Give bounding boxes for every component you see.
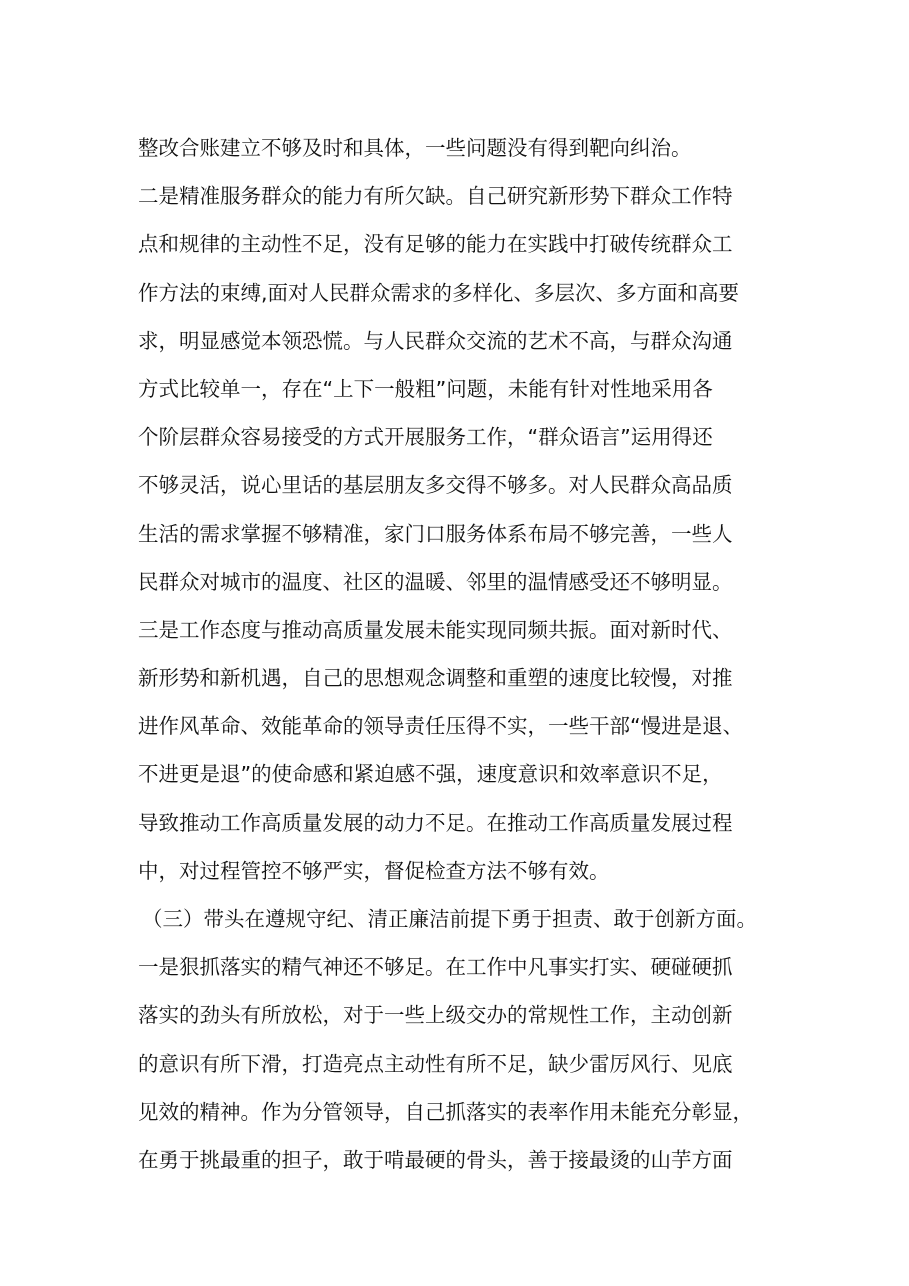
text-line: 新形势和新机遇，自己的思想观念调整和重塑的速度比较慢，对推 — [138, 666, 733, 691]
text-line: 不够灵活，说心里话的基层朋友多交得不够多。对人民群众高品质 — [138, 473, 733, 498]
text-line: 导致推动工作高质量发展的动力不足。在推动工作高质量发展过程 — [138, 810, 733, 835]
text-line: 一是狠抓落实的精气神还不够足。在工作中凡事实打实、硬碰硬抓 — [138, 955, 733, 980]
text-line: 求，明显感觉本领恐慌。与人民群众交流的艺术不高，与群众沟通 — [138, 328, 733, 353]
text-line: 三是工作态度与推动高质量发展未能实现同频共振。面对新时代、 — [138, 617, 733, 642]
text-line: 民群众对城市的温度、社区的温暖、邻里的温情感受还不够明显。 — [138, 569, 733, 594]
document-body — [138, 124, 788, 1184]
text-line: 生活的需求掌握不够精准，家门口服务体系布局不够完善，一些人 — [138, 521, 733, 546]
text-line: 作方法的束缚,面对人民群众需求的多样化、多层次、多方面和高要 — [138, 280, 740, 305]
text-line: 落实的劲头有所放松，对于一些上级交办的常规性工作，主动创新 — [138, 1003, 733, 1028]
text-line: 不进更是退”的使命感和紧迫感不强，速度意识和效率意识不足， — [138, 762, 723, 787]
text-line: 点和规律的主动性不足，没有足够的能力在实践中打破传统群众工 — [138, 232, 733, 257]
text-line: 个阶层群众容易接受的方式开展服务工作，“群众语言”运用得还 — [138, 425, 713, 450]
section-heading: （三）带头在遵规守纪、清正廉洁前提下勇于担责、敢于创新方面。 — [142, 907, 757, 931]
text-line: 的意识有所下滑，打造亮点主动性有所不足，缺少雷厉风行、见底 — [138, 1051, 733, 1076]
text-line: 方式比较单一，存在“上下一般粗”问题，未能有针对性地采用各 — [138, 376, 713, 401]
text-line: 见效的精神。作为分管领导，自己抓落实的表率作用未能充分彰显， — [138, 1099, 753, 1124]
text-line: 进作风革命、效能革命的领导责任压得不实，一些干部“慢进是退、 — [138, 714, 744, 739]
text-line: 在勇于挑最重的担子，敢于啃最硬的骨头，善于接最烫的山芋方面 — [138, 1147, 733, 1172]
text-line: 整改合账建立不够及时和具体，一些问题没有得到靶向纠治。 — [138, 136, 692, 160]
text-line: 二是精准服务群众的能力有所欠缺。自己研究新形势下群众工作特 — [138, 184, 733, 209]
text-line: 中，对过程管控不够严实，督促检查方法不够有效。 — [138, 858, 610, 883]
